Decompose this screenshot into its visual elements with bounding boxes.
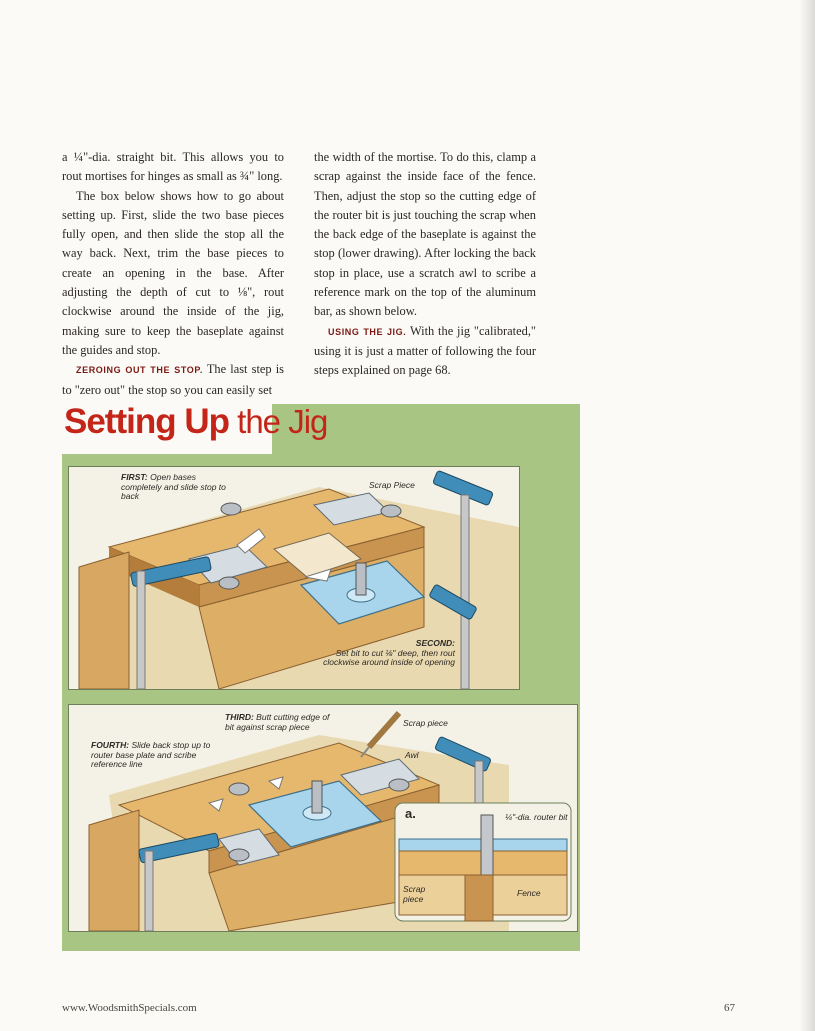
right-para-2-text: With the jig "calibrated," using it is just a matter of following the four steps explained on page 68. bbox=[314, 323, 536, 378]
left-column bbox=[62, 148, 284, 400]
callout-second-text: Set bit to cut ⅛" deep, then rout clockwise around inside of opening bbox=[323, 647, 455, 667]
left-para-1: a ¼"-dia. straight bit. This allows you to rout mortises for hinges as small as ¾" long. bbox=[62, 150, 284, 184]
callout-scrap: Scrap piece bbox=[403, 718, 448, 728]
page-edge-shadow bbox=[799, 0, 815, 1031]
callout-first-text: Open bases completely and slide stop to back bbox=[121, 472, 226, 501]
runin-using: USING THE JIG. bbox=[328, 326, 407, 337]
callout-scrap-piece: Scrap Piece bbox=[369, 480, 415, 490]
callout-first-label: FIRST: bbox=[121, 472, 148, 482]
right-para-2 bbox=[314, 322, 536, 381]
illustration-panel-2 bbox=[68, 704, 578, 932]
callout-fourth bbox=[91, 741, 211, 770]
callout-second-label: SECOND: bbox=[415, 638, 455, 648]
callout-third bbox=[225, 713, 335, 732]
callout-router-bit: ¼"-dia. router bit bbox=[505, 812, 568, 822]
left-para-3-text: The last step is to "zero out" the stop so you can easily set bbox=[62, 362, 284, 397]
feature-title-rest: the Jig bbox=[228, 403, 328, 440]
left-para-3 bbox=[62, 360, 284, 400]
jig-illustration-2 bbox=[69, 705, 577, 931]
detail-letter: a. bbox=[405, 806, 416, 821]
right-para-1: the width of the mortise. To do this, clamp a scrap against the inside face of the fence. Then, adjust the stop so the cutting edge of the router bit is just touching the scrap when the back edge of the baseplate is against the stop (lower drawing). After locking the back stop in place, use a scratch awl to scribe a reference mark on the top of the aluminum bar, as shown below. bbox=[314, 150, 536, 319]
callout-fourth-label: FOURTH: bbox=[91, 740, 130, 750]
callout-awl: Awl bbox=[405, 750, 419, 760]
callout-detail-scrap: Scrap piece bbox=[403, 884, 426, 904]
left-para-2: The box below shows how to go about setting up. First, slide the two base pieces fully open, and then slide the stop all the way back. Next, trim the base pieces to create an opening in the base. After adjusting the depth of cut to ⅛", rout clockwise around the inside of the jig, making sure to keep the baseplate against the guides and stop. bbox=[62, 188, 284, 357]
page-number: 67 bbox=[724, 1002, 735, 1014]
callout-first bbox=[121, 473, 231, 502]
callout-fourth-text: Slide back stop up to router base plate and scribe reference line bbox=[91, 740, 211, 769]
callout-fence: Fence bbox=[517, 888, 541, 898]
footer-url: www.WoodsmithSpecials.com bbox=[62, 1002, 197, 1014]
right-column bbox=[314, 148, 536, 381]
illustration-panel-1 bbox=[68, 466, 520, 690]
feature-title bbox=[64, 402, 327, 452]
callout-second bbox=[305, 639, 455, 668]
runin-zeroing: ZEROING OUT THE STOP. bbox=[76, 365, 203, 376]
callout-third-text: Butt cutting edge of bit against scrap piece bbox=[225, 712, 330, 732]
callout-third-label: THIRD: bbox=[225, 712, 254, 722]
feature-title-bold: Setting Up bbox=[64, 402, 229, 441]
